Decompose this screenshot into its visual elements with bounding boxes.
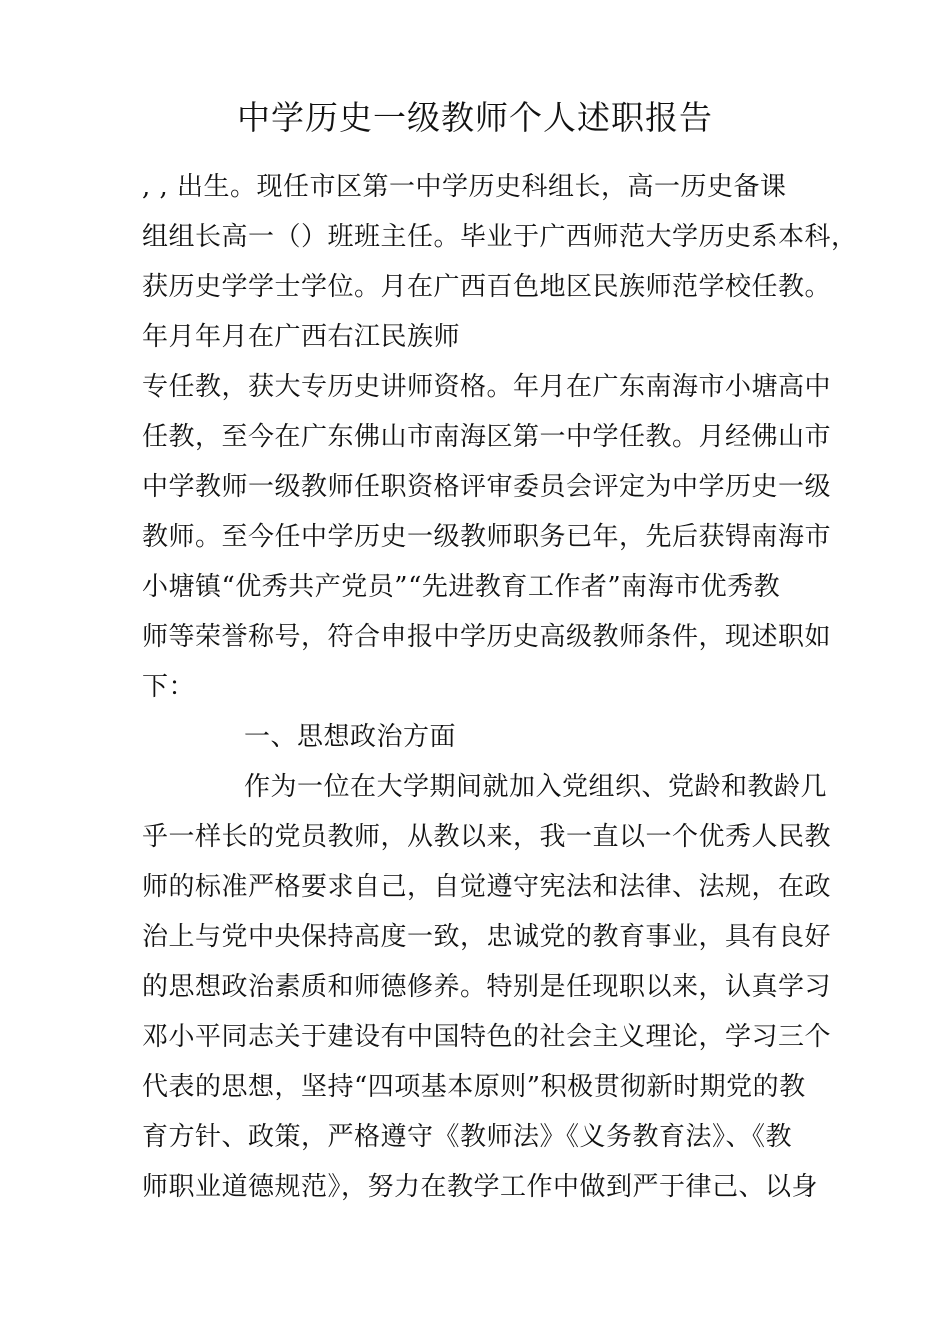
paragraph-line: 获历史学学士学位。月在广西百色地区民族师范学校任教。 bbox=[142, 272, 832, 302]
paragraph-line: 组组长高一（）班班主任。毕业于广西师范大学历史系本科， bbox=[142, 222, 858, 252]
paragraph-line: 任教，至今在广东佛山市南海区第一中学任教。月经佛山市 bbox=[142, 422, 832, 452]
paragraph-line: , , 出生。现任市区第一中学历史科组长，高一历史备课 bbox=[142, 172, 787, 202]
paragraph-line: 下： bbox=[142, 672, 196, 702]
section-heading: 一、思想政治方面 bbox=[244, 722, 457, 752]
paragraph-line: 年月年月在广西右江民族师 bbox=[142, 322, 461, 352]
paragraph-line: 中学教师一级教师任职资格评审委员会评定为中学历史一级 bbox=[142, 472, 832, 502]
paragraph-line: 作为一位在大学期间就加入党组织、党龄和教龄几 bbox=[244, 772, 828, 802]
paragraph-line: 师的标准严格要求自己，自觉遵守宪法和法律、法规，在政 bbox=[142, 872, 832, 902]
paragraph-line: 师等荣誉称号，符合申报中学历史高级教师条件，现述职如 bbox=[142, 622, 832, 652]
paragraph-line: 的思想政治素质和师德修养。特别是任现职以来，认真学习 bbox=[142, 972, 832, 1002]
paragraph-line: 乎一样长的党员教师，从教以来，我一直以一个优秀人民教 bbox=[142, 822, 832, 852]
paragraph-line: 育方针、政策，严格遵守《教师法》《义务教育法》、《教 bbox=[142, 1122, 793, 1152]
paragraph-line: 专任教，获大专历史讲师资格。年月在广东南海市小塘高中 bbox=[142, 372, 832, 402]
paragraph-line: 代表的思想，坚持“四项基本原则”积极贯彻新时期党的教 bbox=[142, 1072, 806, 1102]
paragraph-line: 教师。至今任中学历史一级教师职务已年，先后获锝南海市 bbox=[142, 522, 832, 552]
paragraph-line: 小塘镇“优秀共产党员”“先进教育工作者”南海市优秀教 bbox=[142, 572, 781, 602]
paragraph-line: 治上与党中央保持高度一致，忠诚党的教育事业，具有良好 bbox=[142, 922, 832, 952]
document-title: 中学历史一级教师个人述职报告 bbox=[237, 98, 713, 137]
paragraph-line: 师职业道德规范》，努力在教学工作中做到严于律己、以身 bbox=[142, 1172, 819, 1202]
paragraph-line: 邓小平同志关于建设有中国特色的社会主义理论，学习三个 bbox=[142, 1022, 832, 1052]
